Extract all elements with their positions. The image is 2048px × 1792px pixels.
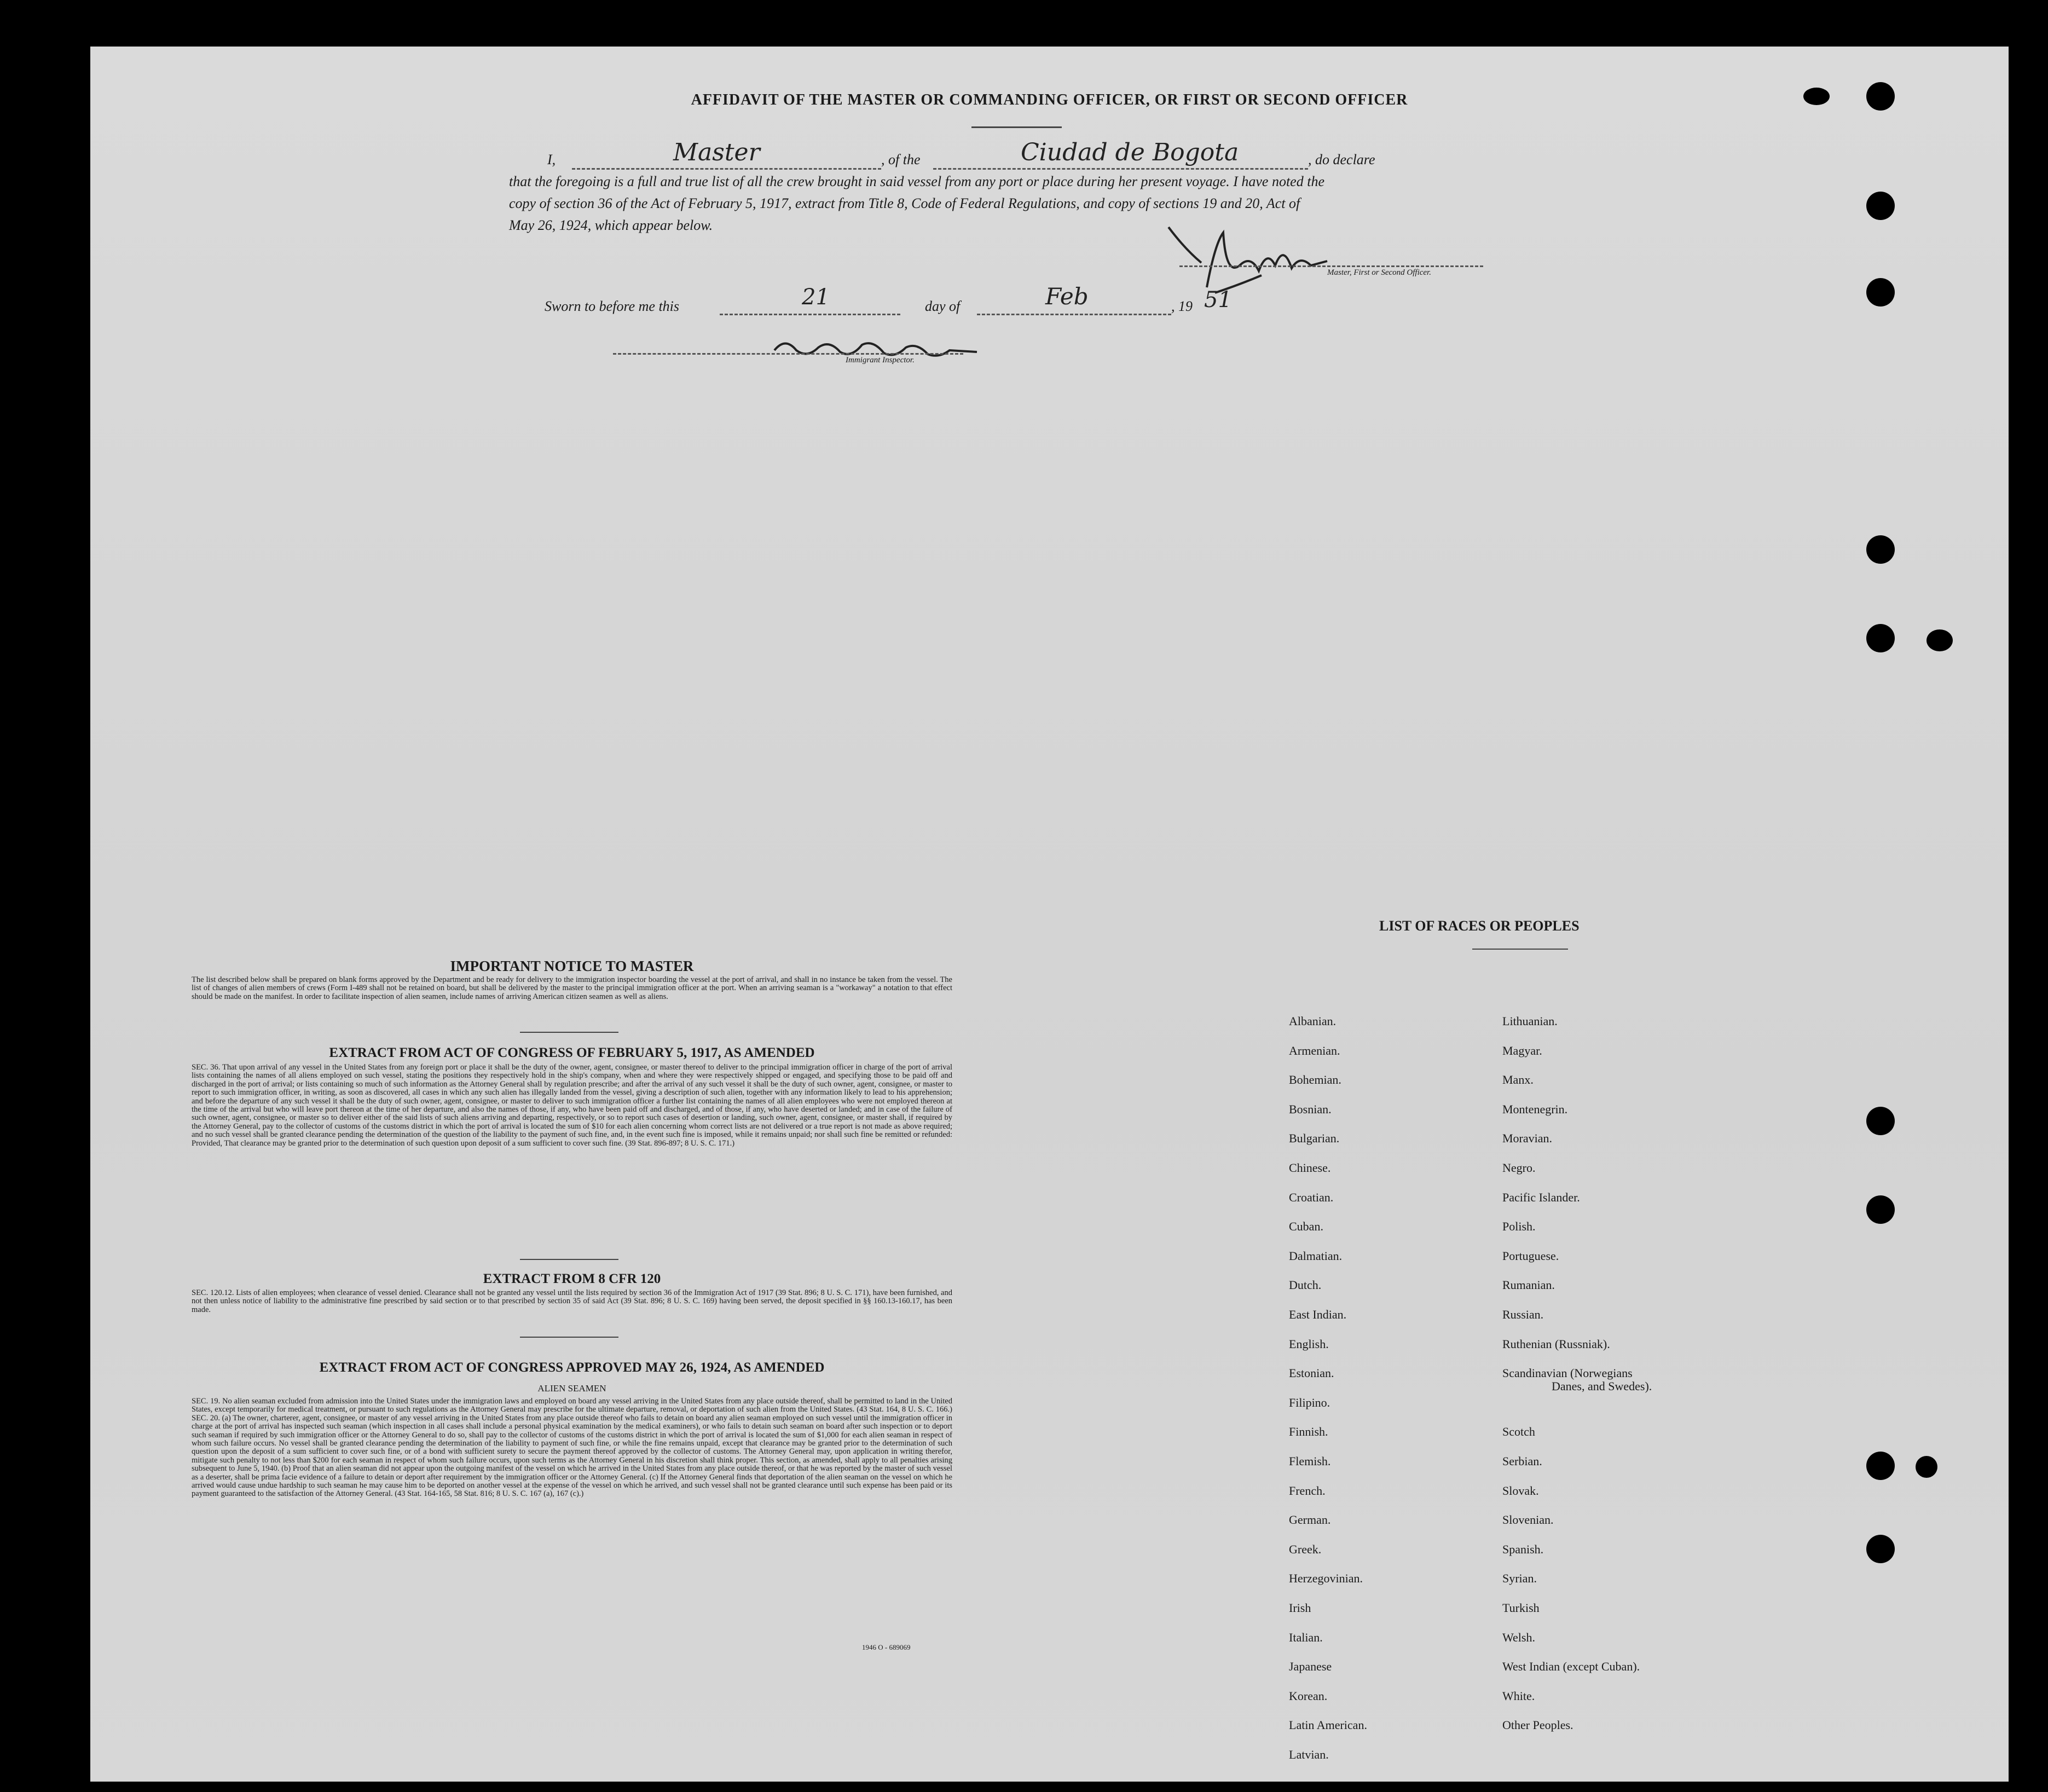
- race-item: Polish.: [1502, 1219, 1536, 1234]
- signature-caption: Master, First or Second Officer.: [1327, 268, 1431, 277]
- speck: [1926, 629, 1953, 651]
- race-item: Spanish.: [1502, 1542, 1544, 1556]
- handwritten-rank: Master: [673, 138, 760, 166]
- binder-hole: [1866, 1195, 1895, 1224]
- race-item: Flemish.: [1289, 1454, 1331, 1468]
- race-item: Japanese: [1289, 1660, 1332, 1674]
- race-item: Greek.: [1289, 1542, 1322, 1556]
- race-item: Albanian.: [1289, 1014, 1337, 1028]
- race-item: Dutch.: [1289, 1278, 1322, 1292]
- race-item: East Indian.: [1289, 1308, 1347, 1321]
- race-item: Cuban.: [1289, 1219, 1323, 1234]
- race-item: Magyar.: [1502, 1043, 1542, 1057]
- races-title: LIST OF RACES OR PEOPLES: [1379, 918, 1580, 934]
- race-item: Scandinavian (Norwegians: [1502, 1366, 1633, 1380]
- race-item: French.: [1289, 1483, 1326, 1498]
- race-item: Slovak.: [1502, 1483, 1539, 1498]
- race-item: Filipino.: [1289, 1395, 1330, 1409]
- signature-line: [1179, 265, 1483, 267]
- race-item: Welsh.: [1502, 1630, 1535, 1644]
- binder-hole: [1866, 82, 1895, 111]
- extract-1917-rule: [520, 1259, 618, 1260]
- race-item: Irish: [1289, 1601, 1311, 1615]
- affidavit-body-line2: copy of section 36 of the Act of February 5, 1917, extract from Title 8, Code of Federal Regulations, and copy of sections 19 and 20, Act of: [509, 195, 1300, 211]
- race-item: Negro.: [1502, 1161, 1536, 1175]
- extract-1924-text: SEC. 19. No alien seaman excluded from admission into the United States under the immigration laws and employed on board any vessel arriving in the United States from any place outside thereof, shall be permitted to land in the United States, except temporarily for medical treatment, or pursuant to such regulations as the Attorney General may prescribe for the ultimate departure, removal, or deportation of such alien from the United States. (43 Stat. 164, 8 U. S. C. 166.) SEC. 20. (a) The owner, charterer, agent, consignee, or master of any vessel arriving in the United States from any place outside thereof who fails to detain on board any alien seaman employed on such vessel until the immigration officer in charge at the port of arrival has inspected such seaman (which inspection in all cases shall include a personal physical examination by the medical examiners), or who fails to detain such seaman on board after such inspection or to deport such seaman if required by such immigration officer or the Attorney General to do so, shall pay to the collector of customs of the customs district in which the port of arrival is located the sum of $1,000 for each alien seaman in respect of whom such failure occurs. No vessel shall be granted clearance pending the determination of the liability to payment of such fine, or while the fine remains unpaid, except that clearance may be granted prior to the determination of such question upon the deposit of a sum sufficient to cover such fine, or of a bond with sufficient surety to secure the payment thereof approved by the collector of customs. The Attorney General may, upon application in writing therefor, mitigate such penalty to not less than $200 for each seaman in respect of whom such failure occurs, upon such terms as the Attorney General in his discretion shall think proper. This section, as amended, shall apply to all penalties arising subsequent to June 5, 1940. (b) Proof that an alien seaman did not appear upon the outgoing manifest of the vessel on which he arrived in the United States from any place outside thereof, or that he was reported by the master of such vessel as a deserter, shall be prima facie evidence of a failure to detain or deport after requirement by the immigration officer or the Attorney General. (c) If the Attorney General finds that deportation of the alien seaman on the vessel on which he arrived would cause undue hardship to such seaman he may cause him to be deported on another vessel at the expense of the vessel on which he arrived, and such vessel shall not be granted clearance until such expense has been paid or its payment guaranteed to the satisfaction of the Attorney General. (43 Stat. 164-165, 58 Stat. 816; 8 U. S. C. 167 (a), 167 (c).): [192, 1397, 952, 1499]
- race-item: Pacific Islander.: [1502, 1190, 1580, 1204]
- binder-hole: [1866, 1107, 1895, 1135]
- race-item: Danes, and Swedes).: [1552, 1379, 1652, 1394]
- do-declare-text: , do declare: [1308, 152, 1375, 167]
- race-item: Portuguese.: [1502, 1248, 1559, 1263]
- race-item: Ruthenian (Russniak).: [1502, 1337, 1610, 1351]
- extract-1924-title: EXTRACT FROM ACT OF CONGRESS APPROVED MAY 26, 1924, AS AMENDED: [319, 1360, 825, 1375]
- extract-cfr-text: SEC. 120.12. Lists of alien employees; when clearance of vessel denied. Clearance shall not be granted any vessel until the lists required by section 36 of the Immigration Act of 1917 (39 Stat. 896; 8 U. S. C. 171), have been furnished, and not then unless notice of liability to the administrative fine prescribed by said section or to that prescribed by section 35 of said Act (39 Stat. 896; 8 U. S. C. 169) having been served, the deposit specified in §§ 160.13-160.17, has been made.: [192, 1288, 952, 1314]
- title-rule: [971, 126, 1062, 128]
- race-item: Scotch: [1502, 1425, 1535, 1439]
- speck: [1803, 88, 1830, 105]
- affidavit-title: AFFIDAVIT OF THE MASTER OR COMMANDING OFFICER, OR FIRST OR SECOND OFFICER: [691, 91, 1408, 108]
- vessel-blank-line: [933, 168, 1308, 170]
- binder-hole: [1866, 624, 1895, 652]
- print-code: 1946 O - 689069: [862, 1643, 911, 1651]
- race-item: Herzegovinian.: [1289, 1571, 1363, 1586]
- race-item: Dalmatian.: [1289, 1248, 1343, 1263]
- document-page: [90, 47, 2009, 1782]
- affidavit-body-line1: that the foregoing is a full and true list of all the crew brought in said vessel from any port or place during her present voyage. I have noted the: [509, 174, 1324, 189]
- notice-text: The list described below shall be prepared on blank forms approved by the Department and be ready for delivery to the immigration inspector boarding the vessel at the port of arrival, and shall in no instance be taken from the vessel. The list of changes of alien members of crews (Form I-489 shall not be retained on board, but shall be delivered by the master to the principal immigration officer at the port. When an arriving seaman is a "workaway" a notation to that effect should be made on the manifest. In order to facilitate inspection of alien seamen, include names of arriving American citizen seamen as well as aliens.: [192, 975, 952, 1001]
- inspector-caption: Immigrant Inspector.: [846, 356, 915, 365]
- race-item: Bosnian.: [1289, 1102, 1332, 1116]
- race-item: Rumanian.: [1502, 1278, 1555, 1292]
- race-item: Russian.: [1502, 1308, 1544, 1321]
- year-prefix: , 19: [1171, 298, 1193, 314]
- race-item: Finnish.: [1289, 1425, 1328, 1439]
- race-item: English.: [1289, 1337, 1329, 1351]
- rank-blank-line: [572, 168, 881, 170]
- race-item: Turkish: [1502, 1601, 1540, 1615]
- race-item: Bulgarian.: [1289, 1131, 1340, 1146]
- notice-rule: [520, 1032, 618, 1033]
- race-item: Latvian.: [1289, 1748, 1329, 1761]
- race-item: White.: [1502, 1689, 1535, 1703]
- day-blank-line: [720, 314, 900, 315]
- race-item: Montenegrin.: [1502, 1102, 1568, 1116]
- race-item: West Indian (except Cuban).: [1502, 1660, 1640, 1674]
- extract-1924-subtitle: ALIEN SEAMEN: [537, 1383, 606, 1394]
- prefix-i: I,: [547, 152, 556, 167]
- race-item: Latin American.: [1289, 1718, 1367, 1732]
- race-item: German.: [1289, 1513, 1331, 1527]
- notice-title: IMPORTANT NOTICE TO MASTER: [450, 958, 694, 974]
- race-item: Korean.: [1289, 1689, 1328, 1703]
- race-item: Slovenian.: [1502, 1513, 1554, 1527]
- inspector-line: [613, 353, 963, 355]
- race-item: Syrian.: [1502, 1571, 1537, 1586]
- affidavit-body-line3: May 26, 1924, which appear below.: [509, 217, 713, 233]
- race-item: Armenian.: [1289, 1043, 1340, 1057]
- binder-hole: [1866, 1535, 1895, 1563]
- race-item: Chinese.: [1289, 1161, 1331, 1175]
- race-item: Croatian.: [1289, 1190, 1334, 1204]
- day-of-text: day of: [925, 298, 961, 314]
- of-the-text: , of the: [881, 152, 921, 167]
- extract-cfr-title: EXTRACT FROM 8 CFR 120: [483, 1271, 661, 1286]
- race-item: Estonian.: [1289, 1366, 1334, 1380]
- race-item: Other Peoples.: [1502, 1718, 1573, 1732]
- extract-cfr-rule: [520, 1337, 618, 1338]
- race-item: Italian.: [1289, 1630, 1323, 1644]
- master-signature: [1163, 211, 1338, 298]
- binder-hole: [1866, 535, 1895, 564]
- handwritten-month: Feb: [1045, 283, 1089, 310]
- races-rule: [1472, 949, 1568, 950]
- race-item: Serbian.: [1502, 1454, 1542, 1468]
- binder-hole: [1866, 278, 1895, 307]
- speck: [1916, 1456, 1937, 1478]
- race-item: Lithuanian.: [1502, 1014, 1558, 1028]
- sworn-prefix: Sworn to before me this: [545, 298, 680, 314]
- race-item: Moravian.: [1502, 1131, 1553, 1146]
- race-item: Manx.: [1502, 1073, 1534, 1087]
- binder-hole: [1866, 192, 1895, 220]
- handwritten-year: 51: [1204, 287, 1232, 313]
- month-blank-line: [977, 314, 1171, 315]
- handwritten-day: 21: [802, 285, 830, 310]
- race-item: Bohemian.: [1289, 1073, 1341, 1087]
- binder-hole: [1866, 1452, 1895, 1480]
- extract-1917-title: EXTRACT FROM ACT OF CONGRESS OF FEBRUARY 5, 1917, AS AMENDED: [329, 1045, 815, 1060]
- extract-1917-text: SEC. 36. That upon arrival of any vessel in the United States from any foreign port or place it shall be the duty of the owner, agent, consignee, or master thereof to deliver to the principal immigration officer in charge of the port of arrival lists containing the names of all aliens employed on such vessel, stating the positions they respectively hold in the ship's company, when and where they were respectively shipped or engaged, and specifying those to be paid off and discharged in the port of arrival; or lists containing so much of such information as the Attorney General shall by regulation prescribe; and after the arrival of any such vessel it shall be the duty of such owner, agent, consignee, or master to report to such immigration officer, in writing, as soon as discovered, all cases in which any such alien has illegally landed from the vessel, giving a description of such alien, together with any information likely to lead to his apprehension; and before the departure of any such vessel it shall be the duty of such owner, agent, consignee, or master to deliver to such immigration officer a further list containing the names of all alien employees who were not employed thereon at the time of the arrival but who will leave port thereon at the time of her departure, and also the names of those, if any, who have been paid off and discharged, and of those, if any, who have deserted or landed; and in case of the failure of such owner, agent, consignee, or master so to deliver either of the said lists of such aliens arriving and departing, respectively, or so to report such cases of desertion or landing, such owner, agent, consignee, or master shall, if required by the Attorney General, pay to the collector of customs of the customs district in which the port of arrival is located the sum of $10 for each alien concerning whom correct lists are not delivered or a true report is not made as above required; and no such vessel shall be granted clearance pending the determination of the question of the liability to the payment of such fine, and, in the event such fine is imposed, while it remains unpaid; nor shall such fine be remitted or refunded: Provided, That clearance may be granted prior to the determination of such question upon deposit of a sum sufficient to cover such fine. (39 Stat. 896-897; 8 U. S. C. 171.): [192, 1063, 952, 1148]
- handwritten-vessel: Ciudad de Bogota: [1021, 138, 1239, 166]
